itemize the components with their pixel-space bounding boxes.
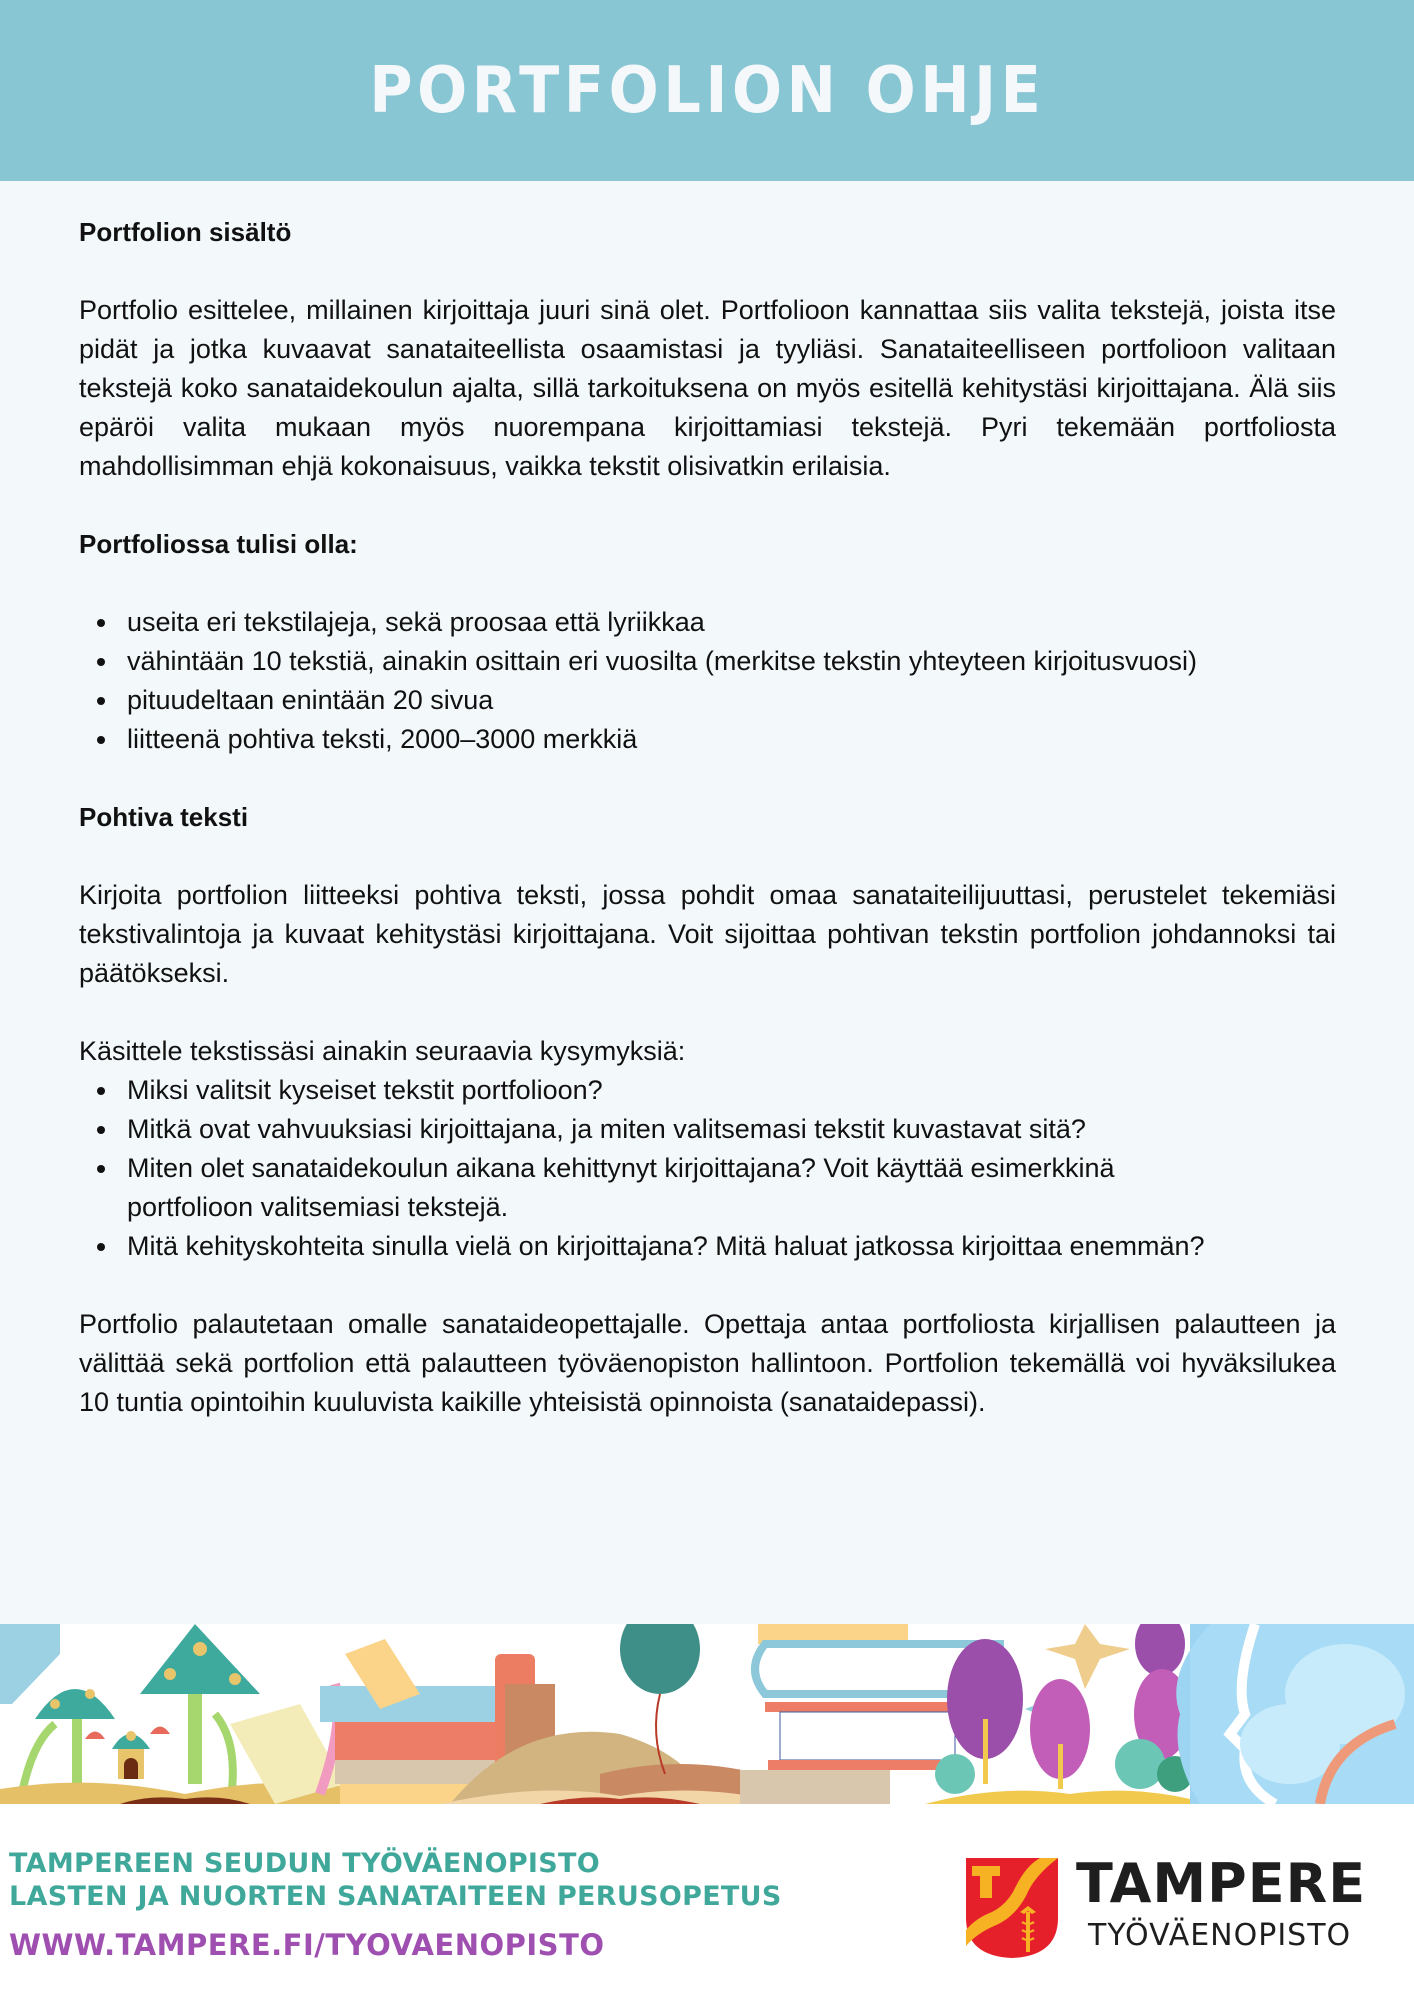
questions-intro: Käsittele tekstissäsi ainakin seuraavia kysymyksiä: <box>79 1036 686 1066</box>
list-item: pituudeltaan enintään 20 sivua <box>127 681 1336 720</box>
list-item: vähintään 10 tekstiä, ainakin osittain eri vuosilta (merkitse tekstin yhteyteen kirjoitusvuosi) <box>127 642 1336 681</box>
content-paragraph: Portfolio esittelee, millainen kirjoittaja juuri sinä olet. Portfolioon kannattaa siis valita tekstejä, joista itse pidät ja jotka kuvaavat sanataiteellista osaamistasi ja tyyliäsi. Sanataiteelliseen portfolioon valitaan tekstejä koko sanataidekoulun ajalta, sillä tarkoituksena on myös esitellä kehitystäsi kirjoittajana. Älä siis epäröi valita mukaan myös nuorempana kirjoittamiasi tekstejä. Pyri tekemään portfoliosta mahdollisimman ehjä kokonaisuus, vaikka tekstit olisivatkin erilaisia. <box>79 295 1336 481</box>
page-footer <box>0 1804 1414 2000</box>
list-item: Mitkä ovat vahvuuksiasi kirjoittajana, ja miten valitsemasi tekstit kuvastavat sitä? <box>127 1110 1246 1149</box>
list-item: Mitä kehityskohteita sinulla vielä on kirjoittajana? Mitä haluat jatkossa kirjoittaa enemmän? <box>127 1227 1246 1266</box>
tampere-logo <box>964 1852 1404 1966</box>
list-item: useita eri tekstilajeja, sekä proosaa että lyriikkaa <box>127 603 1336 642</box>
list-item: Miten olet sanataidekoulun aikana kehittynyt kirjoittajana? Voit käyttää esimerkkinä portfolioon valitsemiasi tekstejä. <box>127 1149 1246 1227</box>
section-heading-reflective: Pohtiva teksti <box>79 802 249 832</box>
reflective-paragraph: Kirjoita portfolion liitteeksi pohtiva teksti, jossa pohdit omaa sanataiteilijuuttasi, perustelet tekemiäsi tekstivalintoja ja kuvaat kehitystäsi kirjoittajana. Voit sijoittaa pohtivan tekstin portfolion johdannoksi tai päätökseksi. <box>79 880 1336 988</box>
storybook-illustration <box>0 1624 1414 1804</box>
organization-name <box>9 1847 782 1913</box>
closing-paragraph: Portfolio palautetaan omalle sanataideopettajalle. Opettaja antaa portfoliosta kirjallisen palautteen ja välittää sekä portfolion että palautteen työväenopiston hallintoon. Portfolion tekemällä voi hyväksilukea 10 tuntia opintoihin kuuluvista kaikille yhteisistä opinnoista (sanataidepassi). <box>79 1309 1336 1417</box>
logo-subtitle: TYÖVÄENOPISTO <box>1088 1918 1352 1953</box>
website-link[interactable]: WWW.TAMPERE.FI/TYOVAENOPISTO <box>9 1928 605 1962</box>
section-heading-content: Portfolion sisältö <box>79 217 292 247</box>
logo-name: TAMPERE <box>1076 1852 1367 1915</box>
requirements-list <box>79 603 1336 759</box>
page-title: PORTFOLION OHJE <box>368 53 1046 128</box>
questions-list <box>79 1071 1336 1266</box>
organization-line-2: LASTEN JA NUORTEN SANATAITEEN PERUSOPETUS <box>9 1881 782 1912</box>
document-body <box>79 213 1336 1422</box>
page-header <box>0 0 1414 181</box>
organization-line-1: TAMPEREEN SEUDUN TYÖVÄENOPISTO <box>9 1848 600 1879</box>
list-item: liitteenä pohtiva teksti, 2000–3000 merkkiä <box>127 720 1336 759</box>
list-item: Miksi valitsit kyseiset tekstit portfolioon? <box>127 1071 1246 1110</box>
storybook-illustration-icon <box>0 1624 1414 1804</box>
section-heading-requirements: Portfoliossa tulisi olla: <box>79 529 358 559</box>
tampere-coat-of-arms-icon <box>964 1856 1060 1960</box>
